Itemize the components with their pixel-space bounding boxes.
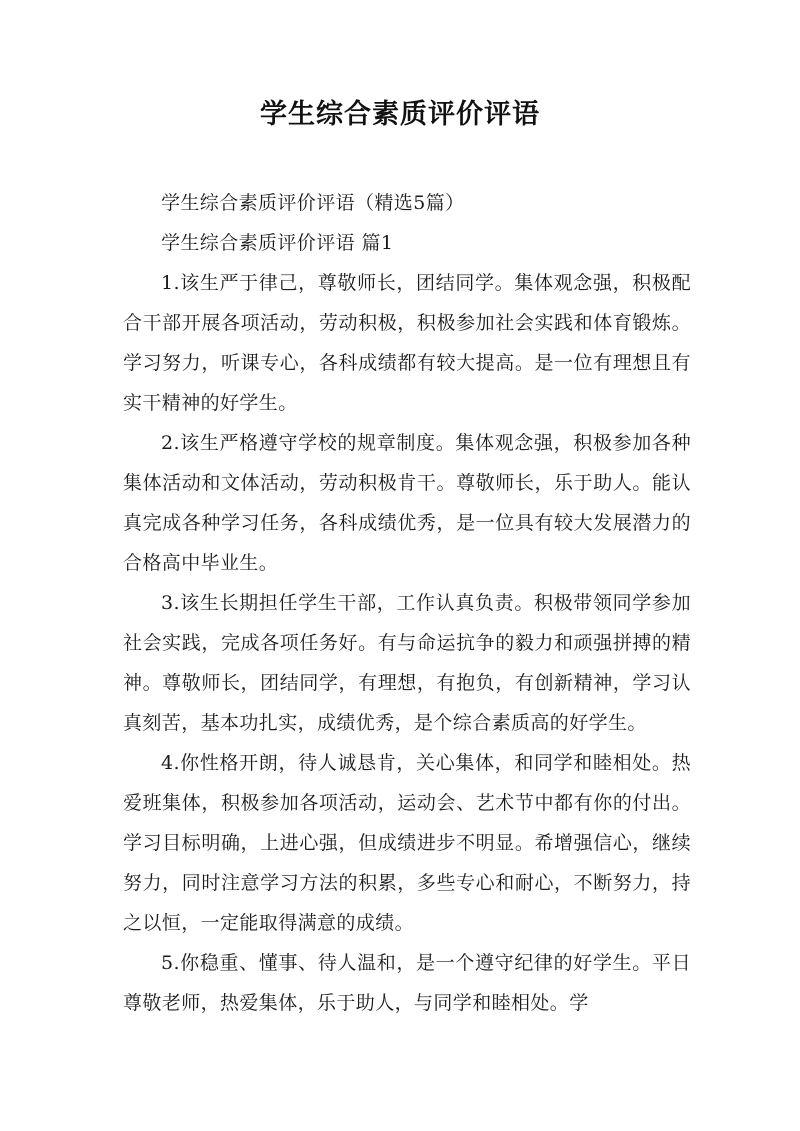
paragraph-3: 3.该生长期担任学生干部，工作认真负责。积极带领同学参加社会实践，完成各项任务好。有与命运抗争的毅力和顽强拼搏的精神。尊敬师长，团结同学，有理想，有抱负，有创新精神，学习认真刻苦，基本功扎实，成绩优秀，是个综合素质高的好学生。 xyxy=(123,592,691,734)
paragraph-5: 5.你稳重、懂事、待人温和，是一个遵守纪律的好学生。平日尊敬老师，热爱集体，乐于助人，与同学和睦相处。学 xyxy=(123,952,691,1014)
document-body xyxy=(123,183,691,1023)
section-heading: 学生综合素质评价评语 篇1 xyxy=(161,232,394,254)
paragraph-4: 4.你性格开朗，待人诚恳肯，关心集体，和同学和睦相处。热爱班集体，积极参加各项活动，运动会、艺术节中都有你的付出。学习目标明确，上进心强，但成绩进步不明显。希增强信心，继续努力，同时注意学习方法的积累，多些专心和耐心，不断努力，持之以恒，一定能取得满意的成绩。 xyxy=(123,752,691,934)
paragraph-1: 1.该生严于律己，尊敬师长，团结同学。集体观念强，积极配合干部开展各项活动，劳动积极，积极参加社会实践和体育锻炼。学习努力，听课专心，各科成绩都有较大提高。是一位有理想且有实干精神的好学生。 xyxy=(123,272,691,414)
document-title: 学生综合素质评价评语 xyxy=(260,99,540,130)
subtitle: 学生综合素质评价评语（精选5篇） xyxy=(161,192,465,214)
paragraph-2: 2.该生严格遵守学校的规章制度。集体观念强，积极参加各种集体活动和文体活动，劳动积极肯干。尊敬师长，乐于助人。能认真完成各种学习任务，各科成绩优秀，是一位具有较大发展潜力的合格高中毕业生。 xyxy=(123,432,691,574)
